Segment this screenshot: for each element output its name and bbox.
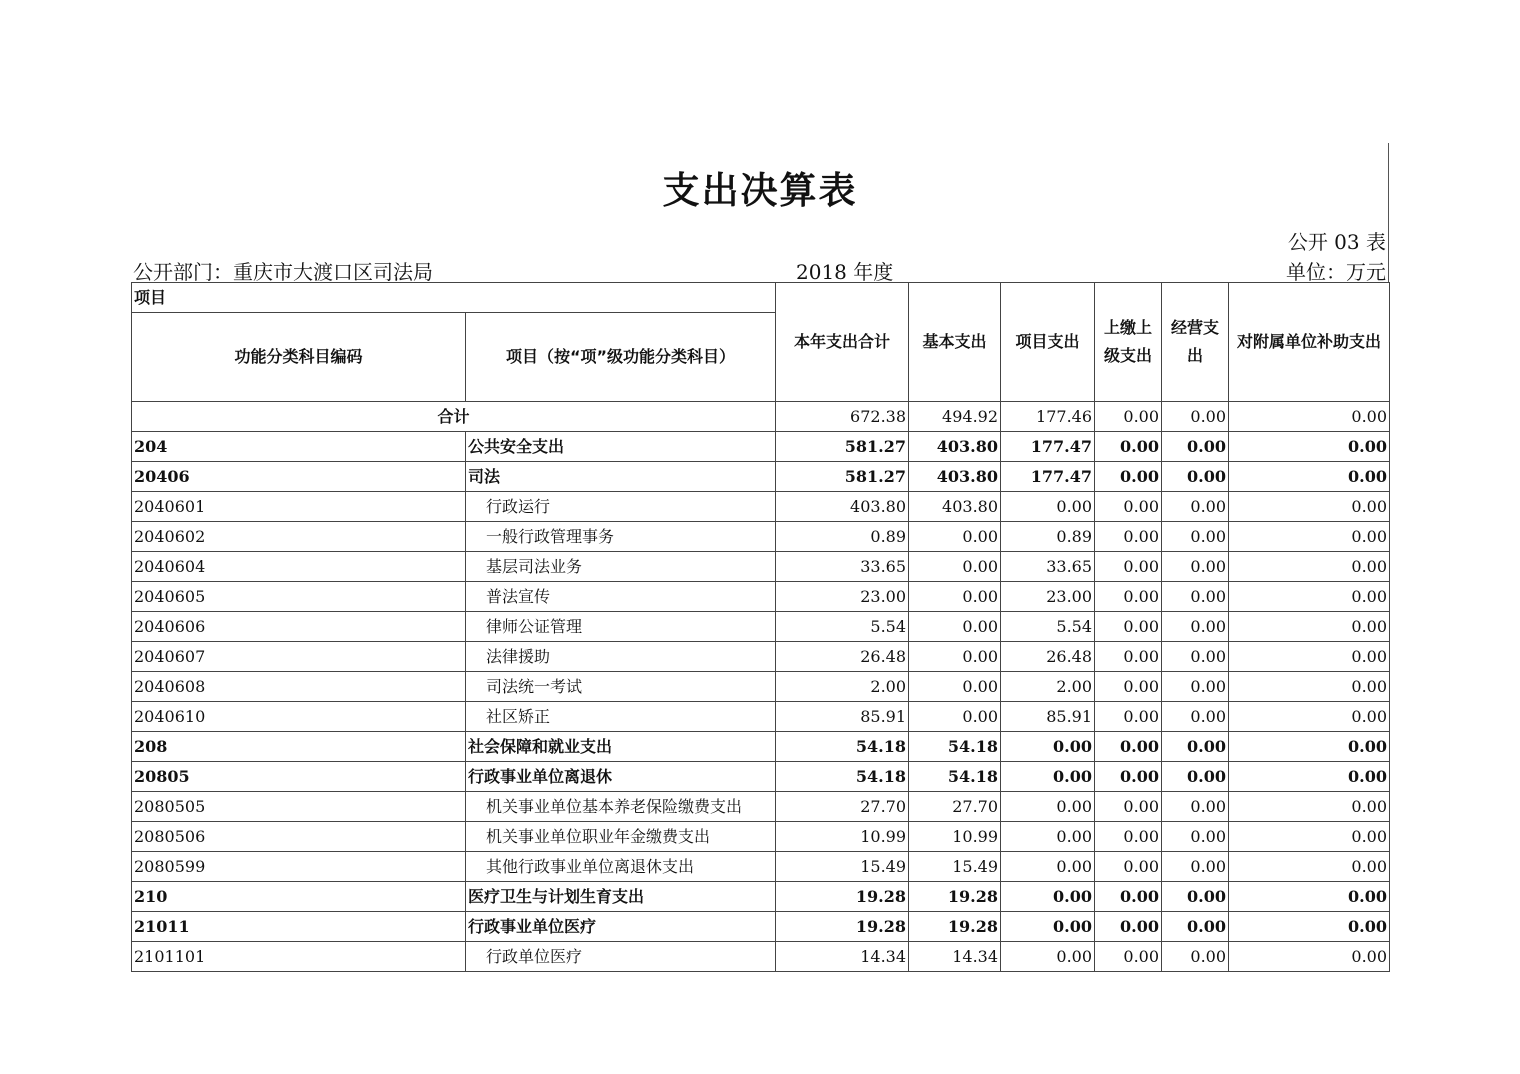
table-row (132, 432, 1390, 462)
row-value-cell: 0.00 (1095, 762, 1162, 792)
row-code: 2101101 (132, 942, 466, 972)
row-value-cell: 0.00 (1001, 822, 1095, 852)
row-value-cell: 0.00 (1095, 492, 1162, 522)
row-value-cell: 0.00 (1095, 462, 1162, 492)
row-value-cell: 403.80 (776, 492, 909, 522)
row-item-name: 社区矫正 (466, 702, 776, 732)
row-value-cell: 0.00 (1162, 552, 1229, 582)
row-code: 2040606 (132, 612, 466, 642)
header-code: 功能分类科目编码 (132, 313, 466, 402)
row-value-cell: 85.91 (776, 702, 909, 732)
row-code: 2040602 (132, 522, 466, 552)
row-value-cell: 0.00 (1001, 882, 1095, 912)
row-item-name: 司法统一考试 (466, 672, 776, 702)
table-row (132, 882, 1390, 912)
row-value-cell: 54.18 (776, 762, 909, 792)
row-item-name: 社会保障和就业支出 (466, 732, 776, 762)
total-row (132, 402, 1390, 432)
row-value-cell: 14.34 (909, 942, 1001, 972)
row-value-cell: 23.00 (776, 582, 909, 612)
row-value-cell: 0.00 (1095, 852, 1162, 882)
table-row (132, 732, 1390, 762)
row-value-cell: 15.49 (909, 852, 1001, 882)
row-value-cell: 0.00 (1229, 762, 1390, 792)
total-cell: 494.92 (909, 402, 1001, 432)
row-value-cell: 0.00 (1095, 822, 1162, 852)
row-item-name: 法律援助 (466, 642, 776, 672)
row-code: 2040608 (132, 672, 466, 702)
unit-label: 单位：万元 (1286, 260, 1386, 284)
row-value-cell: 177.47 (1001, 462, 1095, 492)
row-value-cell: 0.00 (1229, 672, 1390, 702)
total-cell: 0.00 (1229, 402, 1390, 432)
row-value-cell: 0.00 (1162, 582, 1229, 612)
row-value-cell: 0.00 (1095, 522, 1162, 552)
department-label: 公开部门：重庆市大渡口区司法局 (133, 260, 433, 284)
row-code: 2040610 (132, 702, 466, 732)
table-row (132, 912, 1390, 942)
row-value-cell: 0.00 (1229, 912, 1390, 942)
row-value-cell: 0.00 (1001, 792, 1095, 822)
row-value-cell: 0.00 (1001, 942, 1095, 972)
row-value-cell: 0.00 (1001, 852, 1095, 882)
total-cell: 672.38 (776, 402, 909, 432)
total-cell: 0.00 (1095, 402, 1162, 432)
table-row (132, 762, 1390, 792)
row-value-cell: 0.00 (1162, 492, 1229, 522)
row-value-cell: 0.00 (1229, 612, 1390, 642)
row-value-cell: 10.99 (776, 822, 909, 852)
row-value-cell: 0.00 (1229, 462, 1390, 492)
table-row (132, 642, 1390, 672)
row-value-cell: 14.34 (776, 942, 909, 972)
row-code: 2040604 (132, 552, 466, 582)
row-value-cell: 54.18 (776, 732, 909, 762)
row-code: 2080506 (132, 822, 466, 852)
row-value-cell: 0.00 (1095, 552, 1162, 582)
row-value-cell: 0.00 (909, 522, 1001, 552)
table-row (132, 522, 1390, 552)
row-item-name: 机关事业单位基本养老保险缴费支出 (466, 792, 776, 822)
row-value-cell: 33.65 (776, 552, 909, 582)
row-value-cell: 403.80 (909, 492, 1001, 522)
table-row (132, 822, 1390, 852)
row-value-cell: 2.00 (776, 672, 909, 702)
expenditure-table (131, 282, 1390, 972)
row-value-cell: 0.00 (1162, 612, 1229, 642)
row-value-cell: 0.00 (909, 552, 1001, 582)
row-value-cell: 0.00 (1162, 942, 1229, 972)
row-value-cell: 0.00 (1162, 882, 1229, 912)
row-value-cell: 33.65 (1001, 552, 1095, 582)
row-value-cell: 0.00 (1162, 672, 1229, 702)
row-value-cell: 26.48 (776, 642, 909, 672)
row-value-cell: 0.00 (1229, 882, 1390, 912)
row-value-cell: 85.91 (1001, 702, 1095, 732)
header-project-expense: 项目支出 (1001, 283, 1095, 402)
row-value-cell: 0.89 (776, 522, 909, 552)
table-row (132, 582, 1390, 612)
row-value-cell: 0.00 (1162, 642, 1229, 672)
row-item-name: 行政事业单位医疗 (466, 912, 776, 942)
row-value-cell: 0.00 (1095, 612, 1162, 642)
header-basic: 基本支出 (909, 283, 1001, 402)
table-row (132, 792, 1390, 822)
row-code: 2040601 (132, 492, 466, 522)
row-value-cell: 0.00 (1229, 492, 1390, 522)
row-value-cell: 0.00 (1229, 852, 1390, 882)
row-item-name: 司法 (466, 462, 776, 492)
row-code: 210 (132, 882, 466, 912)
row-value-cell: 15.49 (776, 852, 909, 882)
row-value-cell: 0.89 (1001, 522, 1095, 552)
row-value-cell: 0.00 (1162, 462, 1229, 492)
row-code: 20406 (132, 462, 466, 492)
row-value-cell: 0.00 (909, 612, 1001, 642)
table-row (132, 672, 1390, 702)
header-subsidy: 对附属单位补助支出 (1229, 283, 1390, 402)
table-row (132, 612, 1390, 642)
row-code: 2040605 (132, 582, 466, 612)
fiscal-year: 2018 年度 (796, 260, 894, 284)
row-value-cell: 0.00 (1162, 432, 1229, 462)
total-label: 合计 (132, 402, 776, 432)
row-value-cell: 0.00 (1162, 912, 1229, 942)
row-value-cell: 0.00 (1095, 642, 1162, 672)
row-code: 21011 (132, 912, 466, 942)
header-project: 项目 (132, 283, 776, 313)
row-value-cell: 23.00 (1001, 582, 1095, 612)
row-value-cell: 0.00 (1095, 702, 1162, 732)
row-value-cell: 0.00 (1229, 642, 1390, 672)
row-value-cell: 0.00 (1229, 732, 1390, 762)
table-row (132, 552, 1390, 582)
row-value-cell: 19.28 (776, 882, 909, 912)
row-value-cell: 0.00 (1229, 432, 1390, 462)
row-code: 208 (132, 732, 466, 762)
row-value-cell: 19.28 (909, 912, 1001, 942)
row-value-cell: 27.70 (776, 792, 909, 822)
row-value-cell: 0.00 (1095, 672, 1162, 702)
row-value-cell: 0.00 (1229, 942, 1390, 972)
row-value-cell: 0.00 (1162, 822, 1229, 852)
row-value-cell: 0.00 (1162, 732, 1229, 762)
row-value-cell: 0.00 (1162, 762, 1229, 792)
row-code: 2080599 (132, 852, 466, 882)
row-value-cell: 0.00 (1229, 702, 1390, 732)
row-value-cell: 0.00 (1095, 942, 1162, 972)
row-value-cell: 0.00 (1229, 582, 1390, 612)
row-value-cell: 0.00 (909, 702, 1001, 732)
row-value-cell: 5.54 (776, 612, 909, 642)
total-cell: 177.46 (1001, 402, 1095, 432)
table-row (132, 942, 1390, 972)
header-upper: 上缴上级支出 (1095, 283, 1162, 402)
row-value-cell: 0.00 (1001, 912, 1095, 942)
row-item-name: 行政单位医疗 (466, 942, 776, 972)
row-value-cell: 177.47 (1001, 432, 1095, 462)
header-total: 本年支出合计 (776, 283, 909, 402)
row-code: 204 (132, 432, 466, 462)
row-value-cell: 403.80 (909, 432, 1001, 462)
row-value-cell: 0.00 (1162, 852, 1229, 882)
row-item-name: 一般行政管理事务 (466, 522, 776, 552)
row-value-cell: 0.00 (1095, 582, 1162, 612)
row-item-name: 行政事业单位离退休 (466, 762, 776, 792)
table-row (132, 462, 1390, 492)
row-value-cell: 19.28 (776, 912, 909, 942)
row-value-cell: 19.28 (909, 882, 1001, 912)
row-value-cell: 581.27 (776, 432, 909, 462)
form-number: 公开 03 表 (1287, 230, 1386, 254)
row-item-name: 普法宣传 (466, 582, 776, 612)
row-value-cell: 0.00 (1095, 882, 1162, 912)
total-cell: 0.00 (1162, 402, 1229, 432)
row-item-name: 基层司法业务 (466, 552, 776, 582)
row-value-cell: 0.00 (1229, 552, 1390, 582)
row-value-cell: 0.00 (1095, 732, 1162, 762)
row-code: 2040607 (132, 642, 466, 672)
row-value-cell: 0.00 (909, 582, 1001, 612)
row-value-cell: 27.70 (909, 792, 1001, 822)
row-value-cell: 10.99 (909, 822, 1001, 852)
row-item-name: 医疗卫生与计划生育支出 (466, 882, 776, 912)
header-item: 项目（按“项”级功能分类科目） (466, 313, 776, 402)
row-value-cell: 0.00 (1095, 432, 1162, 462)
table-row (132, 702, 1390, 732)
row-value-cell: 0.00 (1095, 792, 1162, 822)
row-value-cell: 0.00 (1229, 522, 1390, 552)
header-row-1 (132, 283, 1390, 313)
row-code: 20805 (132, 762, 466, 792)
row-value-cell: 403.80 (909, 462, 1001, 492)
row-value-cell: 0.00 (1162, 702, 1229, 732)
row-value-cell: 0.00 (1095, 912, 1162, 942)
row-item-name: 其他行政事业单位离退休支出 (466, 852, 776, 882)
table-row (132, 492, 1390, 522)
table-row (132, 852, 1390, 882)
row-value-cell: 0.00 (1162, 522, 1229, 552)
row-code: 2080505 (132, 792, 466, 822)
row-value-cell: 0.00 (909, 642, 1001, 672)
row-value-cell: 0.00 (1162, 792, 1229, 822)
row-value-cell: 581.27 (776, 462, 909, 492)
row-value-cell: 2.00 (1001, 672, 1095, 702)
row-value-cell: 5.54 (1001, 612, 1095, 642)
row-item-name: 机关事业单位职业年金缴费支出 (466, 822, 776, 852)
row-value-cell: 54.18 (909, 732, 1001, 762)
row-value-cell: 0.00 (1001, 732, 1095, 762)
row-item-name: 律师公证管理 (466, 612, 776, 642)
row-value-cell: 54.18 (909, 762, 1001, 792)
row-value-cell: 0.00 (1001, 492, 1095, 522)
row-value-cell: 26.48 (1001, 642, 1095, 672)
row-value-cell: 0.00 (1229, 822, 1390, 852)
header-business: 经营支出 (1162, 283, 1229, 402)
row-value-cell: 0.00 (909, 672, 1001, 702)
row-value-cell: 0.00 (1229, 792, 1390, 822)
row-item-name: 公共安全支出 (466, 432, 776, 462)
page-title: 支出决算表 (662, 169, 858, 212)
row-item-name: 行政运行 (466, 492, 776, 522)
row-value-cell: 0.00 (1001, 762, 1095, 792)
